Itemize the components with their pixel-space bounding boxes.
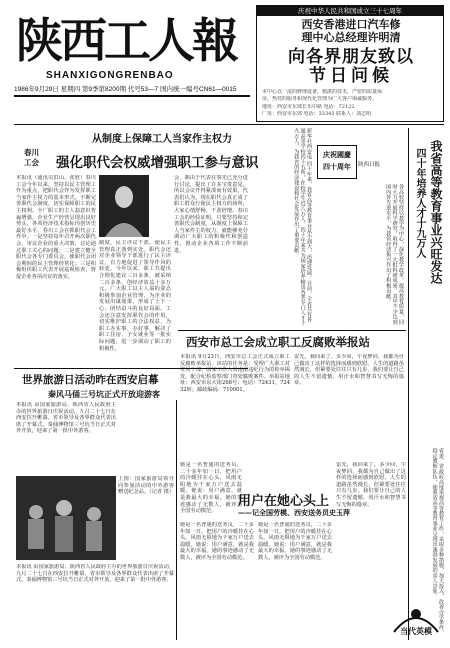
right-column-rule bbox=[408, 128, 409, 640]
service-body-col-3: 雷先，我回来了。多少回，午夜梦回，我都为自己做出了这样的选择而感到欣慰。人生的道路虽然漫长，但紧要处往往只有几步。我们要让自己的人生不留遗憾，用汗水和智慧书写无悔的篇章。 bbox=[336, 462, 406, 508]
photo-caption: 上图：国家旅游局领导向参加活动的中外游客赠送纪念品。（记者 摄） bbox=[118, 476, 174, 496]
service-headline: 用户在她心头上 bbox=[238, 494, 330, 509]
union-headline: 西安市总工会成立职工反腐败举报站 bbox=[186, 335, 370, 349]
person-photo-icon bbox=[99, 175, 149, 237]
crowd-photo-icon bbox=[16, 476, 116, 560]
right-headline-1: 我省高等教育事业兴旺发达 bbox=[429, 140, 443, 284]
service-subhead: ——记全国劳模、西安送务员史玉萍 bbox=[238, 509, 350, 517]
ad-banner: 庆祝中华人民共和国成立三十七周年 bbox=[257, 6, 443, 16]
top-divider bbox=[14, 124, 444, 125]
lead-body-col-2: 制度，民主评议干部，使民主管理真正落到实处。职代会还对企业领导干部进行了民主评议，有力地促进了领导作风的转变。今年以来，职工共提出合理化建议三百多条，被采纳二百多条，创经济效益十多万元。广大职工以主人翁的姿态积极参加企业管理，为企业的发展出谋划策，形成了上下一心、团结奋斗的良好局面。工会还注意发挥职代会的作用，切实维护职工的合法权益，为职工办实事、办好事，解决了职工住房、子女就业等一批实际问题，进一步调动了职工的积极性。 bbox=[99, 240, 171, 352]
service-lead-body: 她是一名普通的送务员，二十多年如一日，把用户的冷暖挂在心头，风雨无阻地为千家万户送去温暖。她说：用户满意，就是我最大的幸福。她的事迹感动了无数人，被评为全国劳动模范。 bbox=[180, 462, 242, 515]
tourism-photo bbox=[16, 476, 116, 560]
ad-small-1: 本中心以一流的修理设备，精湛的技术，严密的质量保 bbox=[262, 89, 383, 95]
masthead-rule bbox=[14, 95, 250, 97]
lead-tag-line-2: 工会 bbox=[24, 158, 39, 167]
lead-photo bbox=[99, 175, 149, 237]
union-body: 本报讯 9月23日，西安市总工会正式成立职工反腐败举报站。该站的任务是：受理广大职工对党员干部、国家工作人员违法违纪行为的检举揭发，配合纪检监察部门查处腐败案件。举报站地址：西安市东大街268号；电话：72431，72432转；邮政编码：710001。 bbox=[180, 354, 290, 393]
bottom-logo bbox=[388, 600, 444, 640]
tourism-body-2: 本报讯 由国家旅游局、陕西省人民政府主办的世界旅游日庆祝活动，九月二十七日在西安拉开帷幕。省市领导及各界群众代表出席了开幕式。秦俑博物馆三号坑当日正式对外开放，迎来了第一批中外游客。 bbox=[16, 564, 174, 584]
tourism-subhead: 秦风马俑三号坑正式开放迎游客 bbox=[48, 390, 160, 399]
ad-line-2: 理中心总经理许明清 bbox=[301, 31, 401, 44]
ad-line-3: 向各界朋友致以 bbox=[288, 47, 414, 67]
lead-tag-line-1: 春川 bbox=[24, 148, 39, 157]
union-top-rule bbox=[178, 330, 406, 331]
tourism-headline: 世界旅游日活动昨在西安启幕 bbox=[22, 374, 159, 386]
ad-line-4: 节日问候 bbox=[309, 66, 393, 86]
masthead-logo: 陕西工人報 bbox=[16, 14, 236, 69]
lead-tag bbox=[24, 148, 50, 168]
badge-line-2: 四十周年 bbox=[323, 163, 351, 171]
ad-small-4: 厂址：西安市东郊 电话：32345 联系人：刘志明 bbox=[262, 111, 372, 117]
ad-small-2: 证，热忱的服务和现代化管理为广大客户竭诚服务。 bbox=[262, 96, 378, 102]
service-body-col-1: 她是一名普通的送务员，二十多年如一日，把用户的冷暖挂在心头，风雨无阻地为千家万户送去温暖。她说：用户满意，就是我最大的幸福。她的事迹感动了无数人，被评为全国劳动模范。 bbox=[180, 522, 254, 561]
service-body-col-2: 她是一名普通的送务员，二十多年如一日，把用户的冷暖挂在心头，风雨无阻地为千家万户送去温暖。她说：用户满意，就是我最大的幸福。她的事迹感动了无数人，被评为全国劳动模范。 bbox=[258, 522, 332, 561]
feature-excerpt: 雷先，我回来了。多少回，午夜梦回，我都为自己做出了这样的选择而感到欣慰。人生的道路虽然漫长，但紧要处往往只有几步。我们要让自己的人生不留遗憾，用汗水和智慧书写无悔的篇章。 bbox=[294, 354, 404, 387]
ad-line-1: 西安香港进口汽车修 bbox=[301, 18, 401, 31]
ad-small-3: 地址：西安市东郊长乐中路 电话：72122 bbox=[262, 104, 355, 110]
right-body-2: 各高校坚持以教学为中心，深化教学改革，提高教育质量，同时大力开展科学研究，取得了一大批科研成果，其中不少达到国内外先进水平，为我省经济振兴作出了积极贡献。 bbox=[385, 184, 404, 325]
right-body-3: 省委、省政府高度重视高等教育工作，采取多种措施，加大投入，改善办学条件，稳定教师队伍，使我省高等教育事业呈现出蓬勃发展的喜人景象。 bbox=[431, 448, 444, 636]
bottom-logo-text: 当代英模 bbox=[400, 627, 432, 636]
lead-kicker: 从制度上保障工人当家作主权力 bbox=[92, 134, 232, 145]
lead-body-col-1: 本报讯（通讯员洪山、张欣）春川工会今年以来，坚持以民主管理工作为重点，把职代会作为发挥职工当家作主权力的基本形式，不断完善职代会制度，切实保障职工的民主权利。全厂职工的主人翁意识普遍增强，企业生产经营呈现出良好势头，各项经济技术指标均创历史最好水平。春川工会在抓职代会工作中，一是坚持每年召开两次职代会，审议企业的重大决策，讨论通过职工关心的问题；二是建立健全职代会各专门委员会，使职代会闭会期间的民主管理经常化；三是积极组织职工代表开展巡视检查，督促企业各项决议的落实。 bbox=[16, 175, 96, 280]
right-body-1: 新华社西安电 四十年来，我省高等教育事业从小到大，迅速发展。目前，全省共有普通高等学校四十五所，在校学生近八万人。四十年来共为国家培养输送各类专门人才十九万人，为我省的经济建设和社会发展作出了重要贡献。 bbox=[293, 128, 312, 326]
tourism-body: 本报讯 由国家旅游局、陕西省人民政府主办的世界旅游日庆祝活动，九月二十七日在西安拉开帷幕。省市领导及各界群众代表出席了开幕式。秦俑博物馆三号坑当日正式对外开放，迎来了第一批中外游客。 bbox=[16, 402, 116, 435]
badge-line-1: 庆祝國慶 bbox=[323, 151, 351, 159]
anniversary-badge bbox=[317, 145, 357, 179]
lead-headline: 强化职代会权威增强职工参与意识 bbox=[56, 155, 259, 171]
masthead-pinyin: SHANXIGONGRENBAO bbox=[46, 70, 174, 81]
issue-info: 1986年9月29日 星期四 第9季第8200期 代号53—7 国内统一编号CN61—0015 bbox=[14, 86, 237, 93]
left-column-rule bbox=[176, 400, 177, 640]
lead-body-col-3: 会，都由于代表在事先已充分进行讨论，提出了许多宝贵意见，所以会议开得紧凑而有效果。代表们认为，现在职代会真正成了职工群众行使民主权力的场所，大家心情舒畅，干劲倍增。春川工会的经验证明，只要坚持和完善职代会制度，从制度上保障工人当家作主的权力，就能够充分调动广大职工的积极性和创造性，推动企业各项工作不断前进。 bbox=[174, 175, 248, 254]
right-headline-2: 四十年培养人才十九万人 bbox=[414, 148, 425, 258]
right-small-head: 陕西日报 bbox=[358, 162, 381, 168]
